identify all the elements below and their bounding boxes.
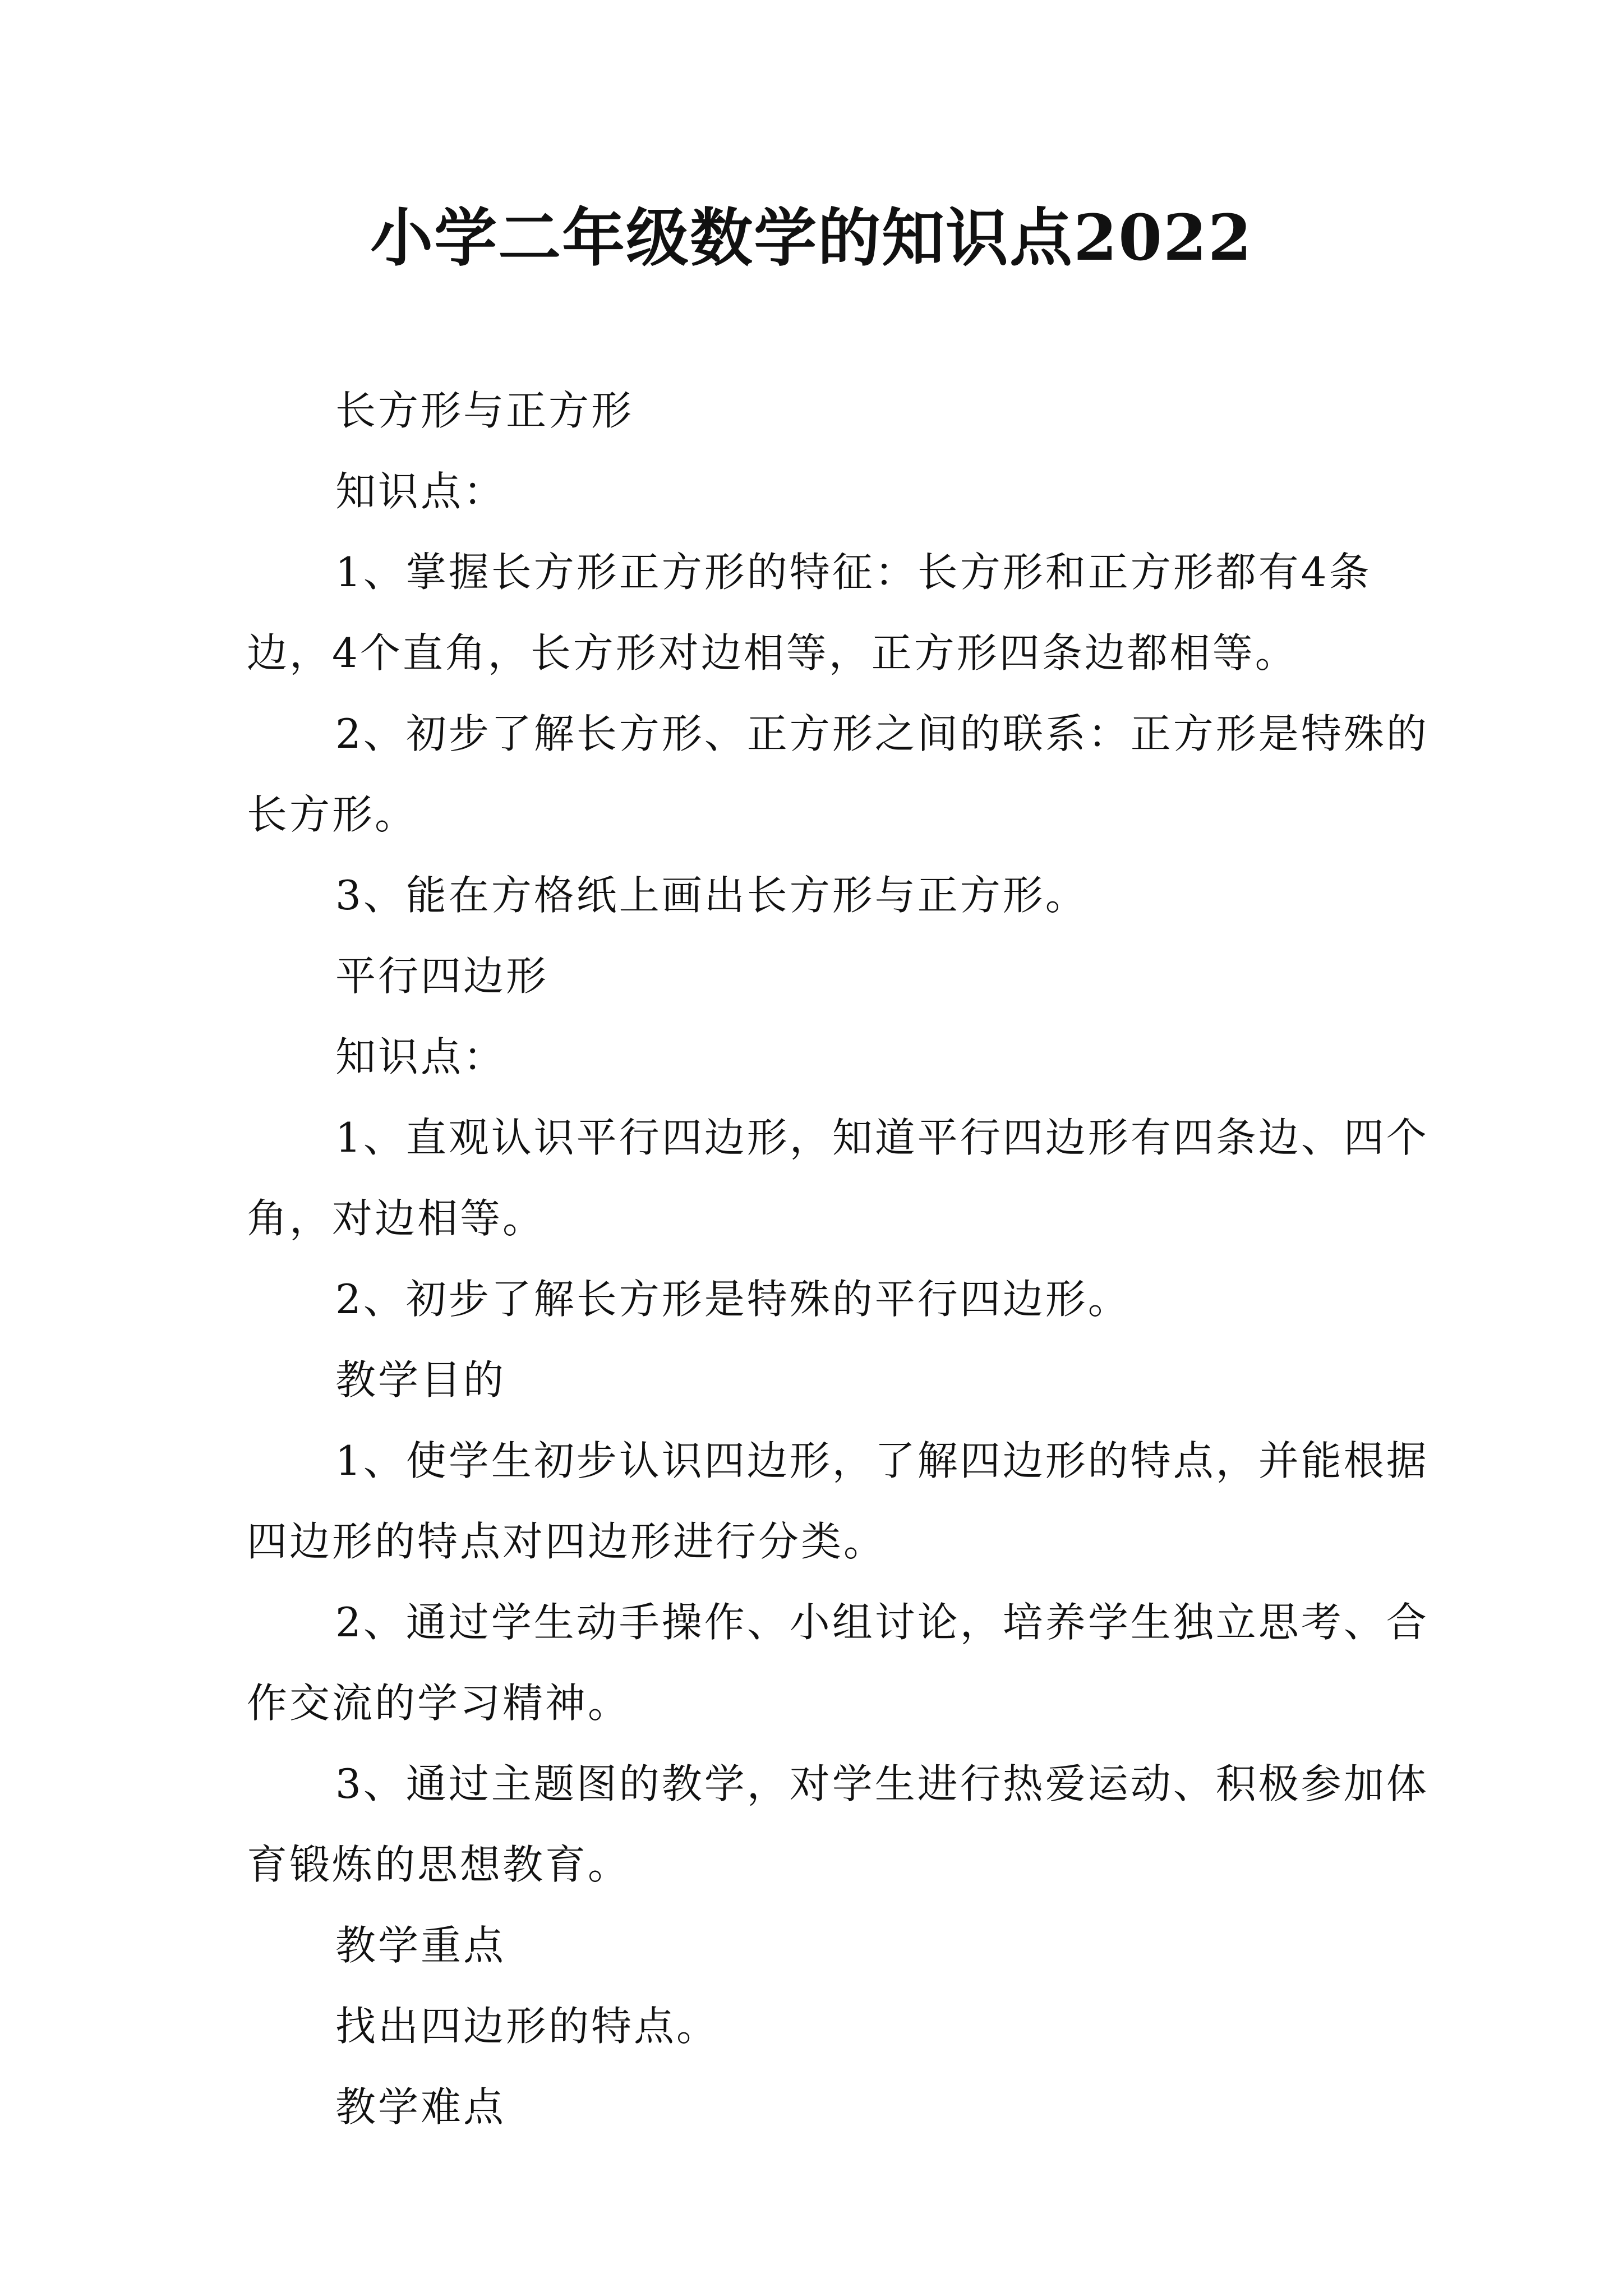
paragraph: 长方形与正方形 (335, 387, 634, 434)
document-body (247, 370, 1430, 2147)
paragraph: 1、直观认识平行四边形，知道平行四边形有四条边、四个角，对边相等。 (247, 1114, 1429, 1242)
paragraph: 2、通过学生动手操作、小组讨论，培养学生独立思考、合作交流的学习精神。 (247, 1599, 1429, 1727)
paragraph: 教学难点 (335, 2083, 506, 2131)
paragraph: 3、通过主题图的教学，对学生进行热爱运动、积极参加体育锻炼的思想教育。 (247, 1760, 1429, 1888)
paragraph: 3、能在方格纸上画出长方形与正方形。 (335, 872, 1088, 919)
paragraph: 知识点： (335, 468, 506, 515)
paragraph: 知识点： (335, 1033, 506, 1080)
document-title: 小学二年级数学的知识点2022 (370, 201, 1253, 275)
paragraph: 1、掌握长方形正方形的特征：长方形和正方形都有4条边，4个直角，长方形对边相等，正方形四条边都相等。 (247, 549, 1372, 677)
paragraph: 找出四边形的特点。 (335, 2003, 720, 2050)
paragraph: 教学重点 (335, 1922, 506, 1969)
paragraph: 2、初步了解长方形、正方形之间的联系：正方形是特殊的长方形。 (247, 710, 1429, 838)
paragraph: 教学目的 (335, 1356, 506, 1404)
paragraph: 平行四边形 (335, 953, 549, 1000)
paragraph: 2、初步了解长方形是特殊的平行四边形。 (335, 1276, 1131, 1323)
paragraph: 1、使学生初步认识四边形，了解四边形的特点，并能根据四边形的特点对四边形进行分类。 (247, 1437, 1429, 1565)
